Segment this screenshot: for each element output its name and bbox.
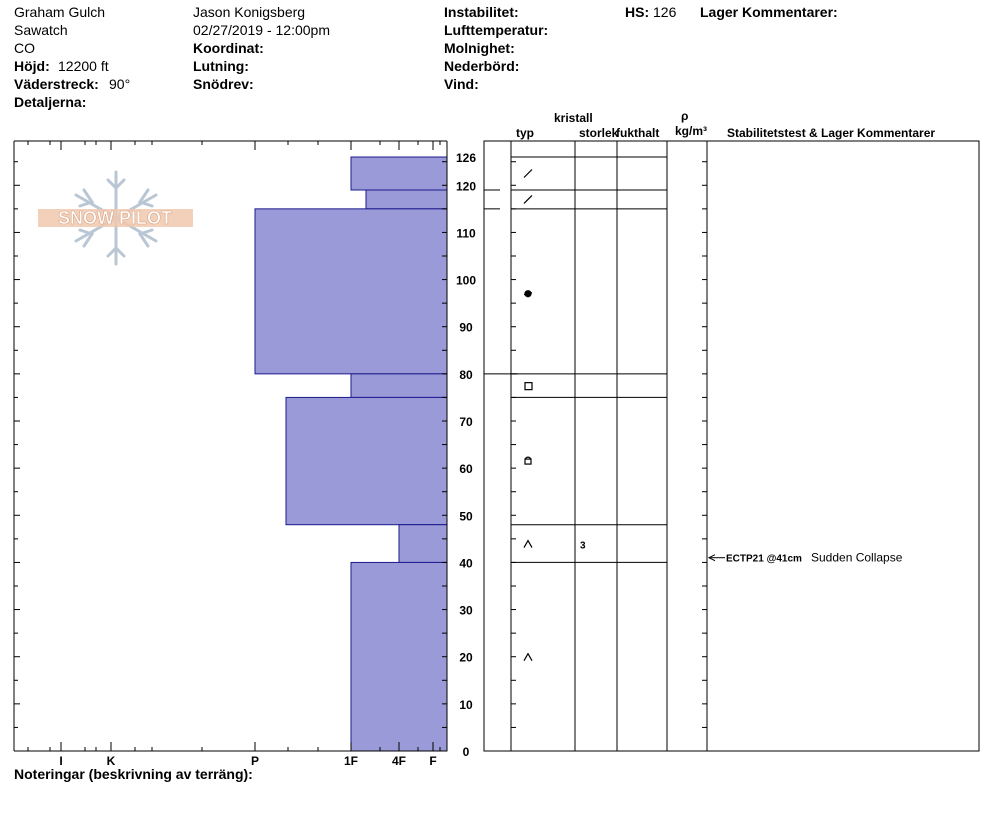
depth-tick-label: 126 (455, 151, 477, 165)
size-header: storlek (579, 126, 619, 140)
stability-header: Stabilitetstest & Lager Kommentarer (727, 126, 936, 140)
aspect-value: 90° (109, 76, 131, 92)
notes-label: Noteringar (beskrivning av terräng): (14, 766, 253, 782)
hardness-tick-label: F (429, 754, 437, 768)
hardness-layer (351, 562, 447, 751)
hardness-layer (351, 374, 447, 398)
depth-tick-label: 40 (459, 556, 473, 571)
depth-tick-label: 50 (459, 509, 473, 524)
type-header: typ (516, 126, 534, 140)
grain-mixed-forms-icon (524, 291, 532, 297)
rho-header: ρ (681, 109, 689, 123)
sky-label: Molnighet: (444, 40, 515, 56)
grain-depth-hoar-icon (524, 541, 532, 548)
datetime: 02/27/2019 - 12:00pm (193, 22, 330, 38)
location: Graham Gulch (14, 4, 106, 20)
instability-label: Instabilitet: (444, 4, 519, 20)
aspect-label: Väderstreck: (14, 76, 99, 92)
depth-tick-label: 120 (455, 179, 477, 194)
depth-tick-label: 10 (459, 697, 473, 712)
hardness-tick-label: K (106, 754, 116, 768)
elevation-value: 12200 ft (58, 58, 109, 74)
depth-tick-label: 110 (456, 226, 476, 241)
grain-size-label: 3 (580, 540, 586, 552)
hardness-layer (399, 525, 447, 563)
state: CO (14, 40, 35, 56)
drift-label: Snödrev: (193, 76, 254, 92)
depth-tick-label: 90 (459, 320, 473, 335)
hardness-layers (255, 157, 447, 751)
layer-table-frame (484, 141, 979, 751)
slope-label: Lutning: (193, 58, 249, 74)
wind-label: Vind: (444, 76, 479, 92)
grain-decomposing-icon (524, 170, 532, 178)
grain-faceted-icon (525, 383, 532, 390)
hs-value: 126 (653, 4, 677, 20)
coordinate-label: Koordinat: (193, 40, 264, 56)
hardness-tick-label: 1F (343, 754, 359, 768)
depth-tick-label: 60 (459, 462, 473, 477)
hardness-layer (255, 209, 447, 374)
moisture-header: fukthalt (616, 126, 660, 140)
hardness-layer (366, 190, 447, 209)
details-label: Detaljerna: (14, 94, 87, 110)
range: Sawatch (14, 22, 68, 38)
depth-tick-label: 30 (459, 603, 473, 618)
layer-comments-label: Lager Kommentarer: (700, 4, 838, 20)
grain-depth-hoar-icon (524, 654, 532, 661)
hardness-layer (286, 397, 447, 524)
svg-text:SNOW PILOT: SNOW PILOT (58, 208, 172, 228)
hardness-layer (351, 157, 447, 190)
crystal-header: kristall (554, 111, 593, 125)
depth-tick-label: 80 (459, 367, 473, 382)
elevation-label: Höjd: (14, 58, 50, 74)
stability-test-comment: Sudden Collapse (811, 550, 903, 565)
depth-tick-label: 70 (459, 415, 473, 429)
density-unit-header: kg/m³ (675, 124, 708, 138)
grain-decomposing-icon (524, 195, 532, 203)
hs-label: HS: (625, 4, 650, 20)
depth-tick-label: 100 (455, 273, 477, 288)
stability-test-label: ECTP21 @41cm (726, 553, 802, 565)
depth-tick-label: 20 (459, 650, 473, 665)
hardness-tick-label: I (59, 754, 63, 768)
depth-tick-label: 0 (462, 745, 470, 759)
hardness-tick-label: 4F (391, 754, 407, 768)
hardness-tick-label: P (250, 754, 260, 768)
chart-frame (14, 141, 979, 768)
air-temp-label: Lufttemperatur: (444, 22, 549, 38)
observer: Jason Konigsberg (193, 4, 306, 20)
grain-rounding-facets-icon (525, 457, 531, 464)
precip-label: Nederbörd: (444, 58, 520, 74)
